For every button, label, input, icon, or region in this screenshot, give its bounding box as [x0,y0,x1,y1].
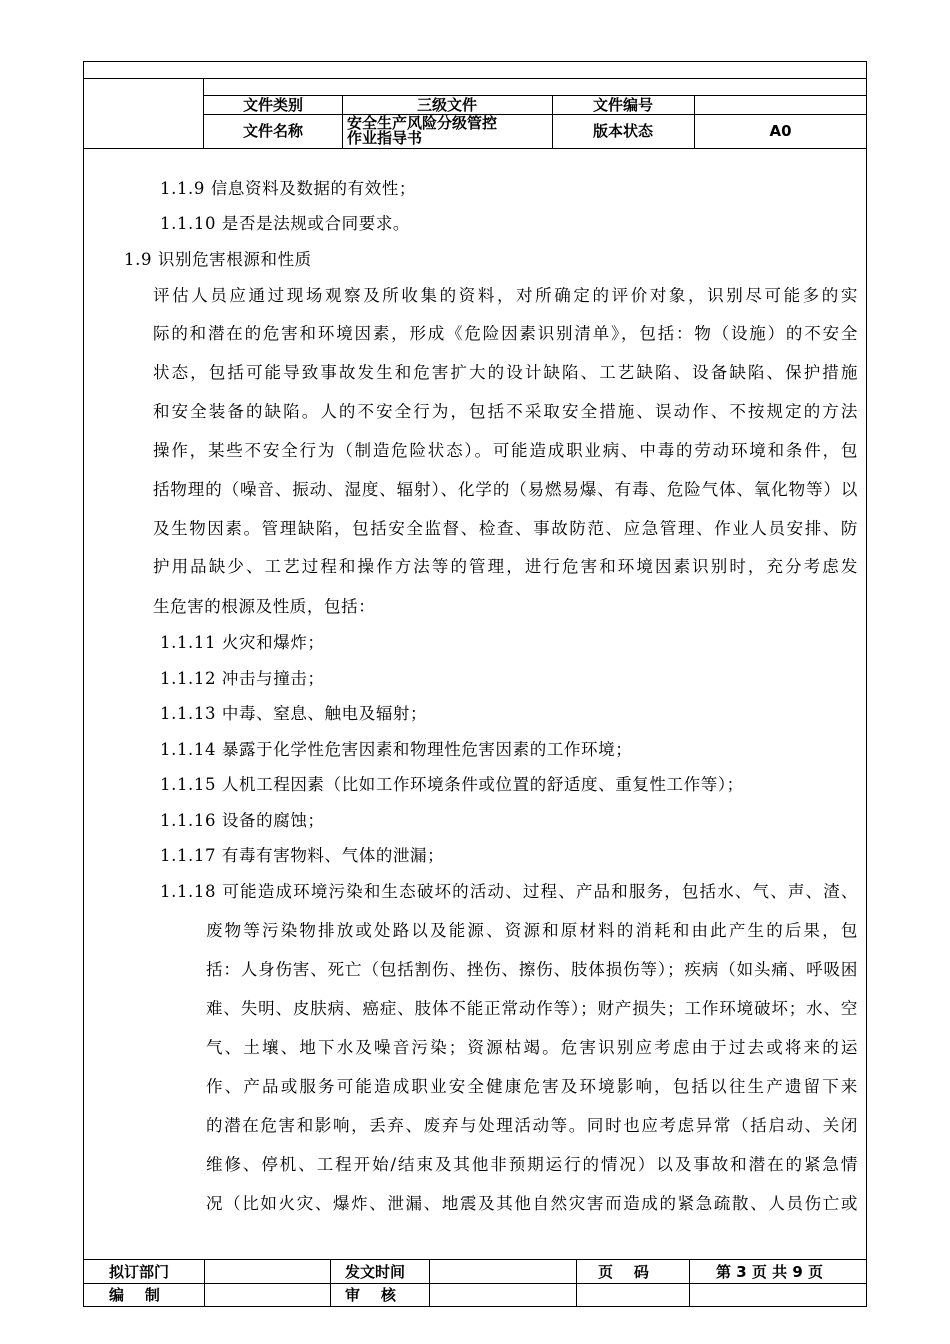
list-item-continuation: 作、产品或服务可能造成职业安全健康危害及环境影响，包括以往生产遗留下来 [206,1077,858,1096]
version-value: A0 [769,122,792,140]
footer-divider [330,1260,331,1306]
reviewed-by-label: 审 核 [345,1286,396,1304]
paragraph-line: 护用品缺少、工艺过程和操作方法等的管理，进行危害和环境因素识别时，充分考虑发 [153,557,858,576]
header-divider [694,95,695,149]
list-item: 1.1.15 人机工程因素（比如工作环境条件或位置的舒适度、重复性工作等）； [160,775,744,794]
list-item-continuation: 括：人身伤害、死亡（包括割伤、挫伤、擦伤、肢体损伤等）；疾病（如头痛、呼吸困 [206,960,858,979]
paragraph-line: 及生物因素。管理缺陷，包括安全监督、检查、事故防范、应急管理、作业人员安排、防 [153,519,858,538]
doc-number-label: 文件编号 [592,96,653,114]
list-item: 1.1.17 有毒有害物料、气体的泄漏； [160,846,445,865]
logo-area [83,79,204,148]
footer-divider [689,1260,690,1306]
list-item-continuation: 维修、停机、工程开始/结束及其他非预期运行的情况）以及事故和潜在的紧急情 [206,1155,858,1174]
list-item: 1.1.18 可能造成环境污染和生态破坏的活动、过程、产品和服务，包括水、气、声、渣、 [160,882,858,901]
drafting-dept-label: 拟订部门 [109,1263,170,1281]
document-footer [83,1259,867,1305]
page-number: 第 3 页 共 9 页 [716,1263,823,1281]
paragraph-line: 和安全装备的缺陷。人的不安全行为，包括不采取安全措施、误动作、不按规定的方法 [153,402,858,421]
list-item: 1.1.12 冲击与撞击； [160,669,325,688]
list-item-continuation: 况（比如火灾、爆炸、泄漏、地震及其他自然灾害而造成的紧急疏散、人员伤亡或 [206,1194,858,1213]
doc-category-label: 文件类别 [242,96,303,114]
paragraph-line: 评估人员应通过现场观察及所收集的资料，对所确定的评价对象，识别尽可能多的实 [153,286,858,305]
paragraph-line: 生危害的根源及性质，包括： [153,597,376,616]
list-item-continuation: 的潜在危害和影响，丢弃、废弃与处理活动等。同时也应考虑异常（括启动、关闭 [206,1116,858,1135]
footer-divider [204,1260,205,1306]
version-label: 版本状态 [592,122,653,140]
paragraph-line: 括物理的（噪音、振动、湿度、辐射）、化学的（易燃易爆、有毒、危险气体、氧化物等）以 [153,480,858,499]
doc-category-value: 三级文件 [416,96,477,114]
paragraph-line: 状态，包括可能导致事故发生和危害扩大的设计缺陷、工艺缺陷、设备缺陷、保护措施 [153,363,858,382]
section-heading: 1.9 识别危害根源和性质 [124,250,312,269]
list-item: 1.1.10 是否是法规或合同要求。 [160,214,411,233]
header-rule [204,114,867,115]
doc-name-value: 安全生产风险分级管控作业指导书 [347,114,498,147]
doc-name-label: 文件名称 [242,122,303,140]
page-label: 页 码 [598,1263,649,1281]
document-header [83,78,867,149]
list-item: 1.1.14 暴露于化学性危害因素和物理性危害因素的工作环境； [160,740,633,759]
list-item: 1.1.16 设备的腐蚀； [160,811,325,830]
list-item: 1.1.11 火灾和爆炸； [160,633,325,652]
footer-divider [576,1260,577,1306]
list-item-continuation: 难、失明、皮肤病、癌症、肢体不能正常动作等）；财产损失；工作环境破坏；水、空 [206,999,858,1018]
list-item: 1.1.13 中毒、窒息、触电及辐射； [160,704,428,723]
paragraph-line: 际的和潜在的危害和环境因素，形成《危险因素识别清单》，包括：物（设施）的不安全 [153,324,858,343]
issue-time-label: 发文时间 [345,1263,406,1281]
list-item: 1.1.9 信息资料及数据的有效性； [160,179,417,198]
compiled-by-label: 编 制 [109,1286,160,1304]
footer-rule [83,1283,867,1284]
header-rule [204,95,867,96]
list-item-continuation: 气、土壤、地下水及噪音污染；资源枯竭。危害识别应考虑由于过去或将来的运 [206,1038,858,1057]
list-item-continuation: 废物等污染物排放或处路以及能源、资源和原材料的消耗和由此产生的后果，包 [206,921,858,940]
paragraph-line: 操作，某些不安全行为（制造危险状态）。可能造成职业病、中毒的劳动环境和条件，包 [153,441,858,460]
footer-divider [429,1260,430,1306]
